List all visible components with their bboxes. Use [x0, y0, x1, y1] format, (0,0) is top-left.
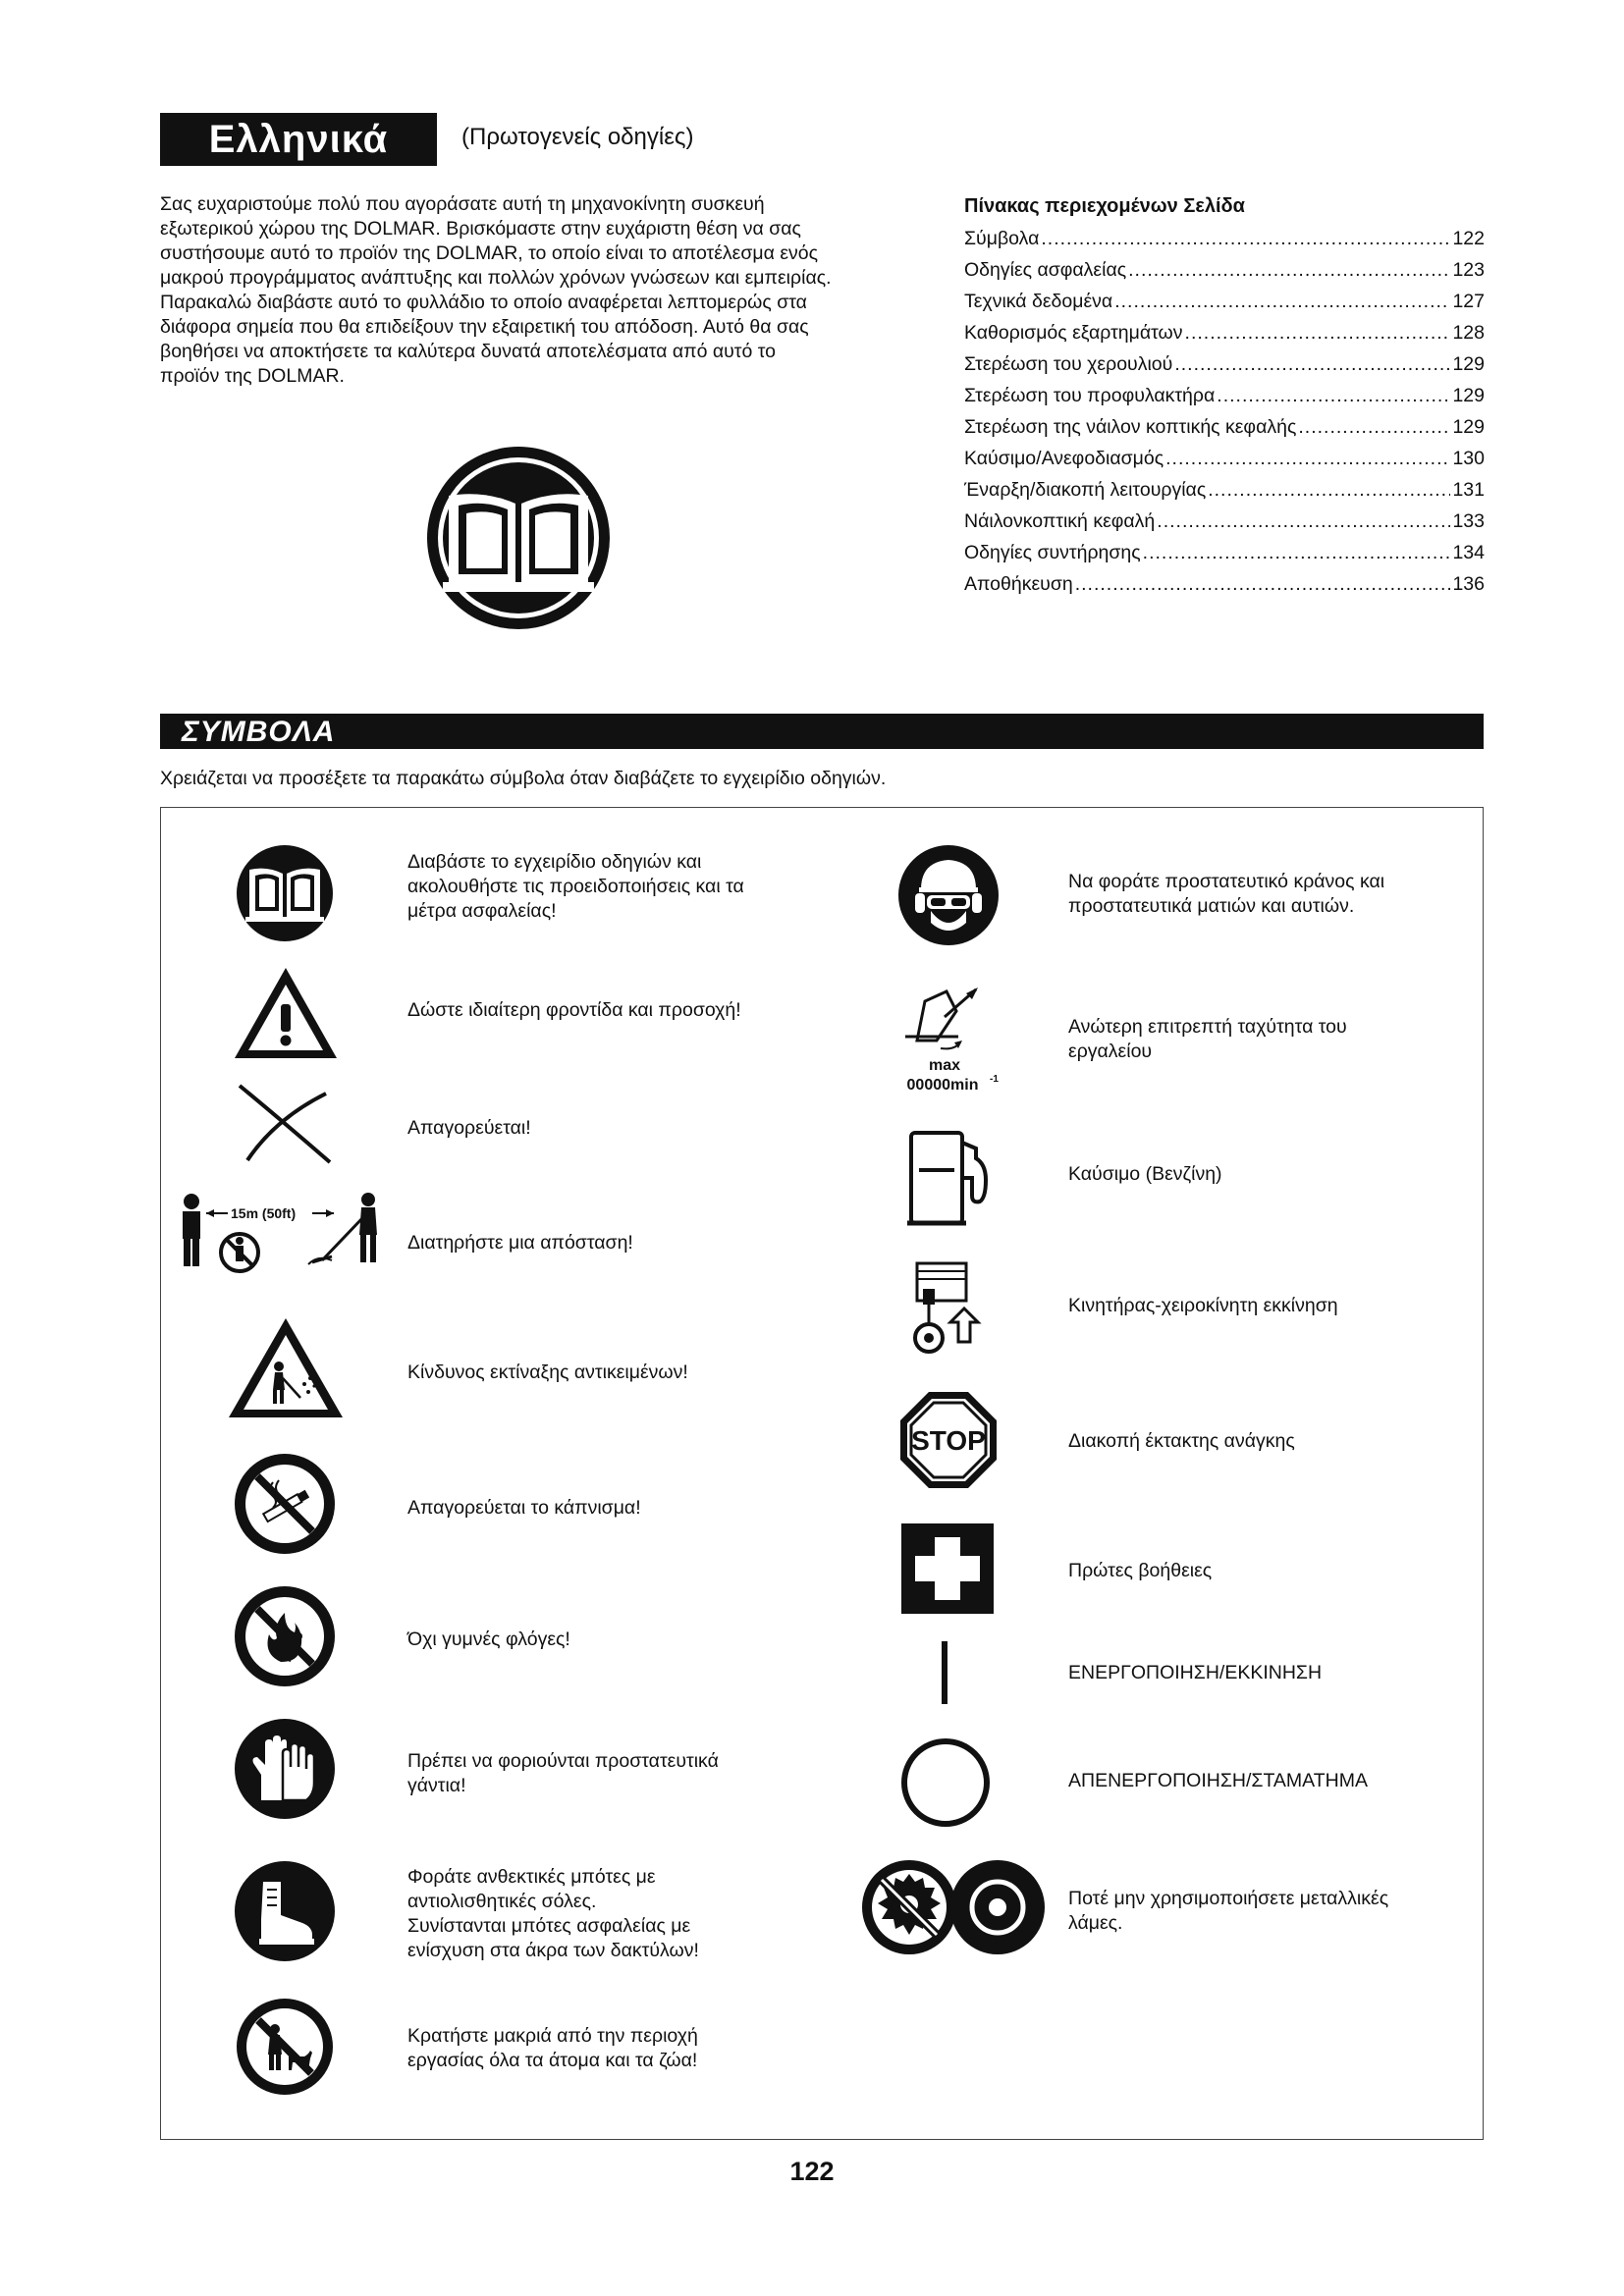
- intro-line: Παρακαλώ διαβάστε αυτό το φυλλάδιο το οποίο αναφέρεται λεπτομερώς στα: [160, 292, 807, 313]
- toc-entry-title: Στερέωση του προφυλακτήρα: [964, 385, 1216, 406]
- intro-paragraph: [160, 192, 896, 389]
- table-of-contents: [964, 228, 1485, 605]
- toc-entry[interactable]: [964, 448, 1485, 479]
- distance-label: 15m (50ft): [231, 1205, 297, 1221]
- intro-line: συστήσουμε αυτό το προϊόν της DOLMAR, το οποίο είναι το αποτέλεσμα ενός: [160, 242, 818, 264]
- toc-entry-title: Νάιλονκοπτική κεφαλή: [964, 510, 1156, 532]
- symbol-label-first-aid: Πρώτες βοήθειες: [1068, 1560, 1213, 1581]
- symbol-label-no-smoking: Απαγορεύεται το κάπνισμα!: [407, 1497, 641, 1519]
- symbols-frame: [160, 807, 1484, 2140]
- fuel-pump-icon: [907, 1129, 1000, 1227]
- language-subtitle: (Πρωτογενείς οδηγίες): [461, 124, 694, 150]
- toc-entry-page: 129: [1452, 416, 1485, 438]
- toc-entry-title: Οδηγίες συντήρησης: [964, 542, 1141, 563]
- switch-off-icon: [900, 1737, 991, 1828]
- symbol-label-emergency-stop: Διακοπή έκτακτης ανάγκης: [1068, 1430, 1295, 1452]
- symbol-label-gloves: Πρέπει να φοριούνται προστατευτικά γάντια!: [407, 1750, 719, 1796]
- intro-line: μακρού προγράμματος ανάπτυξης και πολλών χρόνων γνώσεων και εμπειρίας.: [160, 267, 832, 289]
- symbol-label-read-manual: Διαβάστε το εγχειρίδιο οδηγιών και ακολουθήστε τις προειδοποιήσεις και τα μέτρα ασφαλείας!: [407, 851, 744, 922]
- symbol-label-safety-boots: Φοράτε ανθεκτικές μπότες με αντιολισθητικές σόλες. Συνίστανται μπότες ασφαλείας με ενίσχυση στα άκρα των δακτύλων!: [407, 1866, 699, 1961]
- symbol-label-keep-people-away: Κρατήστε μακριά από την περιοχή εργασίας όλα τα άτομα και τα ζώα!: [407, 2025, 698, 2071]
- intro-line: προϊόν της DOLMAR.: [160, 365, 345, 387]
- stop-text: STOP: [911, 1425, 986, 1456]
- toc-entry-page: 133: [1452, 510, 1485, 532]
- toc-entry-page: 129: [1452, 353, 1485, 375]
- toc-entry-title: Καθορισμός εξαρτημάτων: [964, 322, 1183, 344]
- symbol-label-manual-start: Κινητήρας-χειροκίνητη εκκίνηση: [1068, 1295, 1338, 1316]
- stop-sign-icon: [897, 1389, 1000, 1491]
- symbol-label-flying-objects: Κίνδυνος εκτίναξης αντικειμένων!: [407, 1362, 688, 1383]
- max-label: max: [928, 1057, 961, 1074]
- max-speed-icon: [897, 982, 1005, 1097]
- toc-entry-title: Στερέωση του χερουλιού: [964, 353, 1173, 375]
- toc-entry[interactable]: [964, 353, 1485, 385]
- speed-label: 00000min: [906, 1077, 979, 1094]
- symbol-label-no-metal-blades: Ποτέ μην χρησιμοποιήσετε μεταλλικές λάμες.: [1068, 1888, 1389, 1934]
- symbols-title: ΣΥΜΒΟΛΑ: [182, 716, 336, 748]
- switch-on-icon: [940, 1641, 949, 1704]
- toc-entry-title: Σύμβολα: [964, 228, 1040, 249]
- manual-start-icon: [907, 1261, 986, 1360]
- toc-entry-title: Στερέωση της νάιλον κοπτικής κεφαλής: [964, 416, 1297, 438]
- toc-entry-title: Καύσιμο/Ανεφοδιασμός: [964, 448, 1164, 469]
- toc-entry-title: Τεχνικά δεδομένα: [964, 291, 1113, 312]
- toc-entry-title: Οδηγίες ασφαλείας: [964, 259, 1127, 281]
- intro-line: διάφορα σημεία που θα επιδείξουν την εξαιρετική του απόδοση. Αυτό θα σας: [160, 316, 809, 338]
- intro-line: εξωτερικού χώρου της DOLMAR. Βρισκόμαστε στην ευχάριστη θέση να σας: [160, 218, 801, 240]
- intro-line: βοηθήσει να αποκτήσετε τα καλύτερα δυνατά αποτελέσματα από αυτό το: [160, 341, 777, 362]
- toc-entry-page: 136: [1452, 573, 1485, 595]
- toc-entry[interactable]: [964, 385, 1485, 416]
- toc-entry[interactable]: [964, 259, 1485, 291]
- prohibited-cross-icon: [236, 1080, 334, 1166]
- flying-objects-icon: [226, 1315, 346, 1421]
- language-title: Ελληνικά: [160, 113, 437, 166]
- toc-entry[interactable]: [964, 291, 1485, 322]
- keep-people-away-icon: [236, 1998, 334, 2096]
- symbol-label-no-open-flame: Όχι γυμνές φλόγες!: [407, 1629, 570, 1650]
- toc-entry[interactable]: [964, 479, 1485, 510]
- toc-entry-page: 134: [1452, 542, 1485, 563]
- gloves-icon: [234, 1718, 336, 1820]
- first-aid-icon: [901, 1523, 994, 1614]
- toc-entry[interactable]: [964, 416, 1485, 448]
- toc-entry-page: 129: [1452, 385, 1485, 406]
- toc-title: Πίνακας περιεχομένων Σελίδα: [964, 195, 1245, 217]
- no-smoking-icon: [234, 1453, 336, 1555]
- toc-entry-page: 128: [1452, 322, 1485, 344]
- toc-entry[interactable]: [964, 322, 1485, 353]
- symbol-label-helmet-goggles: Να φοράτε προστατευτικό κράνος και προστατευτικά ματιών και αυτιών.: [1068, 871, 1385, 917]
- toc-entry[interactable]: [964, 573, 1485, 605]
- toc-entry[interactable]: [964, 510, 1485, 542]
- keep-distance-icon: [175, 1192, 393, 1280]
- safety-boots-icon: [234, 1860, 336, 1962]
- symbol-label-max-speed: Ανώτερη επιτρεπτή ταχύτητα του εργαλείου: [1068, 1016, 1347, 1062]
- helmet-goggles-icon: [897, 844, 1000, 946]
- toc-entry[interactable]: [964, 228, 1485, 259]
- no-open-flame-icon: [234, 1585, 336, 1687]
- symbol-label-switch-on: ΕΝΕΡΓΟΠΟΙΗΣΗ/ΕΚΚΙΝΗΣΗ: [1068, 1662, 1323, 1683]
- toc-entry-title: Έναρξη/διακοπή λειτουργίας: [964, 479, 1207, 501]
- toc-entry[interactable]: [964, 542, 1485, 573]
- toc-entry-page: 130: [1452, 448, 1485, 469]
- warning-triangle-icon: [232, 965, 340, 1061]
- no-metal-blades-icon: [860, 1858, 1047, 1956]
- symbol-label-keep-distance: Διατηρήστε μια απόσταση!: [407, 1232, 633, 1254]
- symbols-title-bar: [160, 714, 1484, 749]
- toc-entry-page: 123: [1452, 259, 1485, 281]
- symbols-note: Χρειάζεται να προσέξετε τα παρακάτω σύμβολα όταν διαβάζετε το εγχειρίδιο οδηγιών.: [160, 768, 887, 789]
- speed-unit: -1: [990, 1074, 999, 1085]
- symbol-label-warning: Δώστε ιδιαίτερη φροντίδα και προσοχή!: [407, 999, 741, 1021]
- toc-entry-page: 127: [1452, 291, 1485, 312]
- read-manual-icon: [236, 844, 334, 942]
- toc-entry-page: 122: [1452, 228, 1485, 249]
- read-manual-large-icon: [425, 445, 612, 631]
- toc-entry-page: 131: [1452, 479, 1485, 501]
- page-number: 122: [789, 2157, 835, 2186]
- intro-line: Σας ευχαριστούμε πολύ που αγοράσατε αυτή τη μηχανοκίνητη συσκευή: [160, 193, 765, 215]
- symbol-label-switch-off: ΑΠΕΝΕΡΓΟΠΟΙΗΣΗ/ΣΤΑΜΑΤΗΜΑ: [1068, 1770, 1368, 1791]
- symbol-label-fuel: Καύσιμο (Βενζίνη): [1068, 1163, 1222, 1185]
- toc-entry-title: Αποθήκευση: [964, 573, 1073, 595]
- symbol-label-prohibited: Απαγορεύεται!: [407, 1117, 531, 1139]
